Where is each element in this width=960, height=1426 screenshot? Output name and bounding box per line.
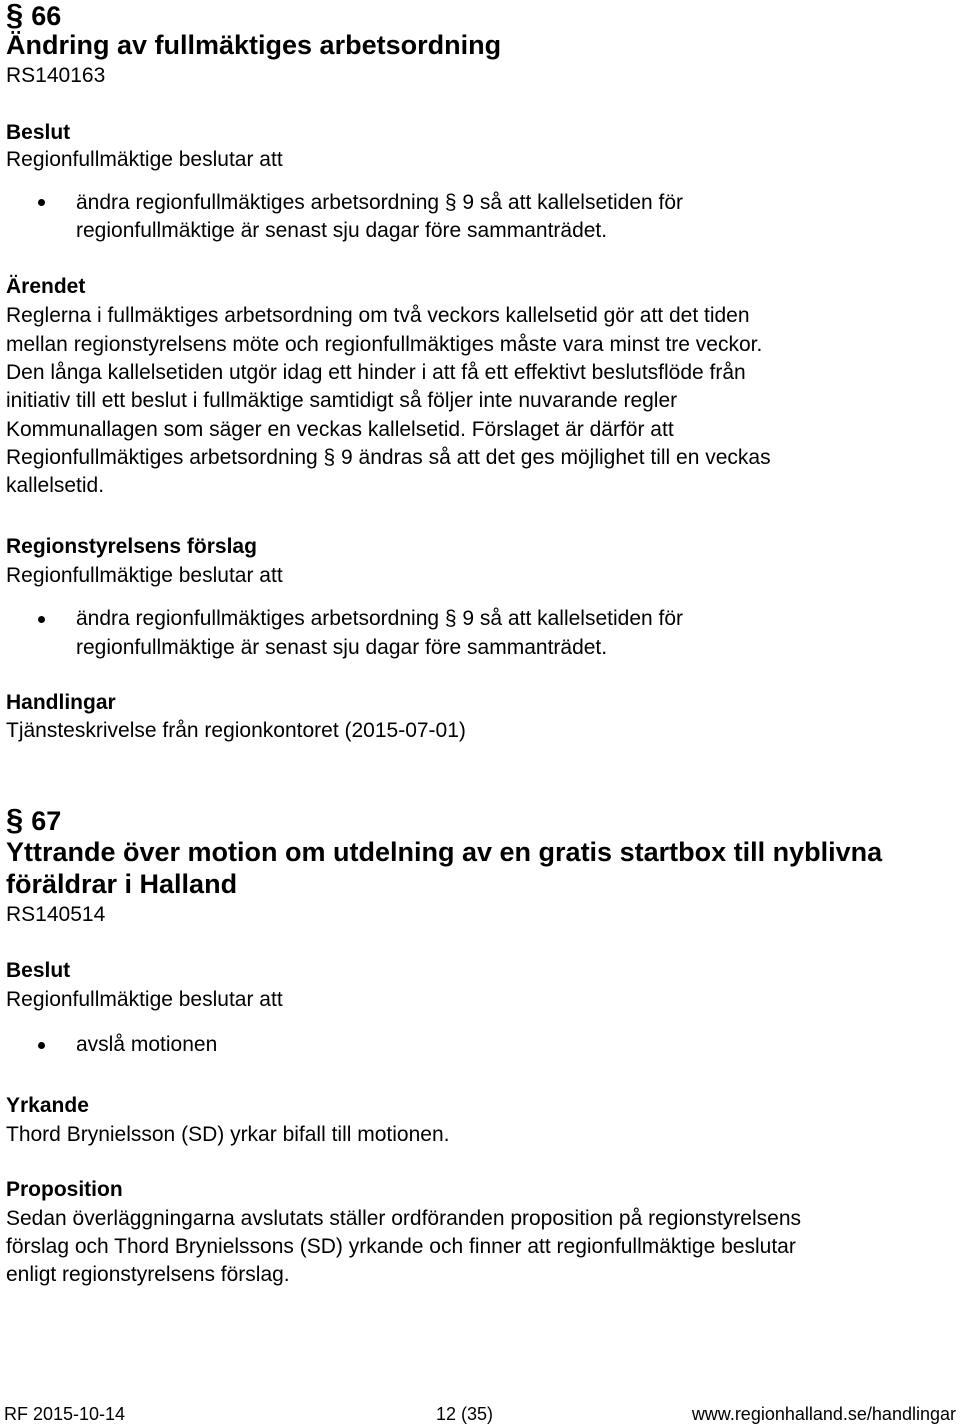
footer-meeting-date: RF 2015-10-14 xyxy=(4,1404,126,1424)
section-symbol: § xyxy=(6,0,24,32)
section-67-proposition-heading: Proposition xyxy=(6,1178,123,1201)
section-66-handlingar-heading: Handlingar xyxy=(6,691,116,714)
section-66-beslut-bullet-line-1: ändra regionfullmäktiges arbetsordning § 9 så att kallelsetiden för xyxy=(76,191,684,214)
section-67-beslut-intro: Regionfullmäktige beslutar att xyxy=(6,988,283,1011)
section-66-arendet-line-5: Kommunallagen som säger en veckas kallelsetid. Förslaget är därför att xyxy=(6,418,674,441)
section-67-yrkande-heading: Yrkande xyxy=(6,1094,89,1117)
footer-url-link[interactable]: www.regionhalland.se/handlingar xyxy=(691,1404,956,1424)
section-66-beslut-heading: Beslut xyxy=(6,121,71,144)
section-66-arendet-line-4: initiativ till ett beslut i fullmäktige samtidigt så följer inte nuvarande regler xyxy=(6,389,678,412)
section-67-beslut-bullet: avslå motionen xyxy=(76,1033,218,1056)
section-number: 67 xyxy=(31,806,62,836)
section-67-proposition-line-3: enligt regionstyrelsens förslag. xyxy=(6,1263,290,1286)
section-66-beslut-bullet-line-2: regionfullmäktige är senast sju dagar före sammanträdet. xyxy=(76,219,608,242)
section-66-forslag-intro: Regionfullmäktige beslutar att xyxy=(6,564,283,587)
section-66-forslag-bullet-line-2: regionfullmäktige är senast sju dagar före sammanträdet. xyxy=(76,636,608,659)
section-67-number xyxy=(6,802,62,837)
section-66-number xyxy=(6,0,61,31)
section-67-beslut-heading: Beslut xyxy=(6,959,71,982)
section-66-arendet-line-1: Reglerna i fullmäktiges arbetsordning om två veckors kallelsetid gör att det tiden xyxy=(6,304,750,327)
bullet-icon xyxy=(38,199,45,206)
section-66-arendet-line-6: Regionfullmäktiges arbetsordning § 9 ändras så att det ges möjlighet till en veckas xyxy=(6,446,771,469)
section-number: 66 xyxy=(31,1,62,31)
section-66-arendet-heading: Ärendet xyxy=(6,275,86,298)
section-67-proposition-line-2: förslag och Thord Brynielssons (SD) yrkande och finner att regionfullmäktige beslutar xyxy=(6,1235,796,1258)
section-66-forslag-heading: Regionstyrelsens förslag xyxy=(6,535,257,558)
section-67-title-line-2: föräldrar i Halland xyxy=(6,869,238,899)
footer-page-number: 12 (35) xyxy=(436,1404,494,1424)
section-66-arendet-line-3: Den långa kallelsetiden utgör idag ett hinder i att få ett effektivt beslutsflöde från xyxy=(6,361,746,384)
section-66-handlingar-text: Tjänsteskrivelse från regionkontoret (2015-07-01) xyxy=(6,719,466,742)
section-66-ref: RS140163 xyxy=(6,64,106,87)
section-66-title: Ändring av fullmäktiges arbetsordning xyxy=(6,30,502,60)
section-66-arendet-line-7: kallelsetid. xyxy=(6,474,105,497)
section-symbol: § xyxy=(6,802,24,837)
section-66-arendet-line-2: mellan regionstyrelsens möte och regionfullmäktiges måste vara minst tre veckor. xyxy=(6,333,763,356)
bullet-icon xyxy=(38,616,45,623)
section-67-ref: RS140514 xyxy=(6,903,106,926)
section-66-forslag-bullet-line-1: ändra regionfullmäktiges arbetsordning § 9 så att kallelsetiden för xyxy=(76,607,684,630)
section-67-yrkande-text: Thord Brynielsson (SD) yrkar bifall till motionen. xyxy=(6,1123,450,1146)
section-67-title-line-1: Yttrande över motion om utdelning av en gratis startbox till nyblivna xyxy=(6,837,883,867)
section-67-proposition-line-1: Sedan överläggningarna avslutats ställer ordföranden proposition på regionstyrelsens xyxy=(6,1207,801,1230)
section-66-beslut-intro: Regionfullmäktige beslutar att xyxy=(6,148,283,171)
bullet-icon xyxy=(38,1042,45,1049)
